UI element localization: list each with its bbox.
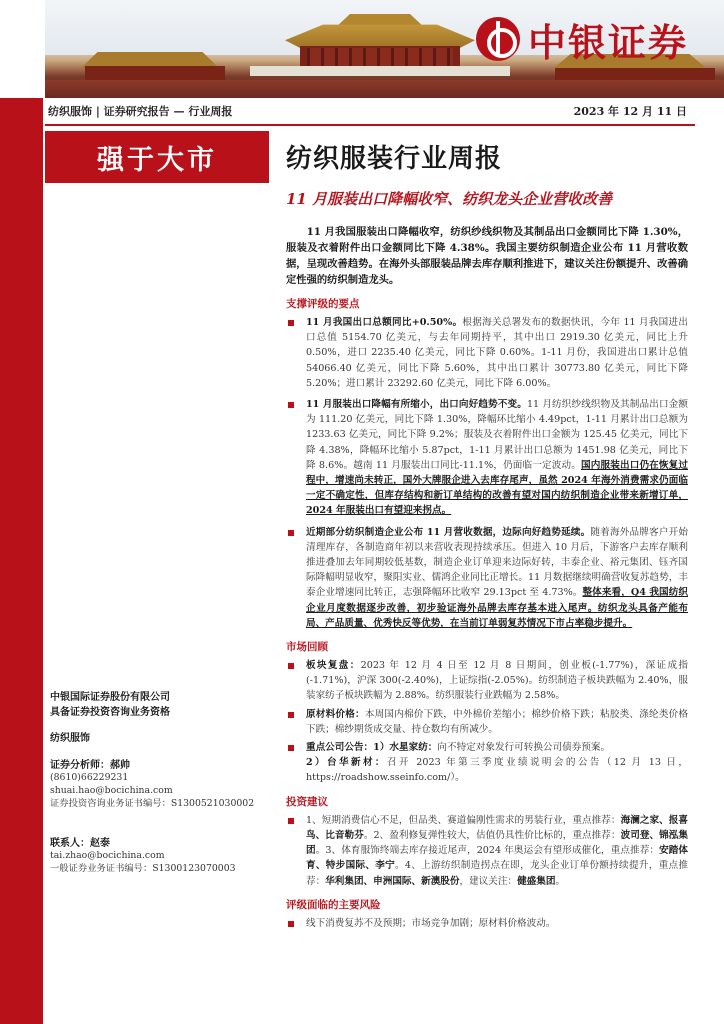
point-emphasis: 国内服装出口仍在恢复过程中，增速尚未转正，国外大牌服企进入去库存尾声，虽然 2024 年海外消费需求仍面临一定不确定性，但库存结构和新订单结构的改善有望对国内纺织制造企业带来新增订单，2024 年服装出口有望迎来拐点。	[306, 459, 688, 517]
risk-text: 线下消费复苏不及预期；市场竞争加剧；原材料价格波动。	[306, 917, 556, 929]
palace-ground	[45, 80, 724, 98]
invest-pick: 波司登、锦泓集团	[306, 829, 689, 857]
summary-paragraph: 11 月我国服装出口降幅收窄，纺织纱线织物及其制品出口金额同比下降 1.30%，服装及衣着附件出口金额同比下降 4.38%。我国主要纺织制造企业公布 11 月营收数据，呈现改善趋势。在海外头部服装品牌去库存顺利推进下，建议关注份额提升、改善确定性强的纺织制造龙头。	[286, 226, 688, 286]
market-text: 2023 年 12 月 4 日至 12 月 8 日期间，创业板(-1.77%)，深证成指(-1.71%)，沪深 300(-2.40%)，上证综指(-2.05%)。纺织制造子板块跌幅为 2.40%，服装家纺子板块跌幅为 2.88%。纺织服装行业跌幅为 2.58%。	[306, 660, 688, 702]
market-text: 向不特定对象发行可转换公司债券预案。	[437, 742, 611, 754]
invest-text: 。3、体育服饰终端去库存接近尾声，2024 年奥运会有望形成催化，重点推荐：	[315, 845, 660, 857]
point-text: 根据海关总署发布的数据快讯，今年 11 月我国进出口总值 5154.70 亿美元，与去年同期持平，其中出口 2919.30 亿美元，同比上升 0.50%，进口 2235.40 亿美元，同比下降 0.60%。1-11 月份，我国进出口累计总值 54066.40 亿美元，同比下降 5.60%，其中出口累计 30773.80 亿美元，同比下降 5.20%；进口累计 23292.60 亿美元，同比下降 6.00%。	[306, 317, 688, 389]
analyst-label: 证券分析师：郝帅	[50, 760, 130, 771]
breadcrumb: 纺织服饰 | 证券研究报告 — 行业周报	[48, 105, 233, 118]
market-text: 本周国内棉价下跌，中外棉价差缩小；棉纱价格下跌；粘胶类、涤纶类价格下跌；棉纱期货成交量、持仓数均有所减少。	[306, 708, 689, 735]
list-item	[286, 740, 688, 786]
list-item	[286, 707, 688, 737]
point-lead: 近期部分纺织制造企业公布 11 月营收数据，边际向好趋势延续。	[306, 526, 591, 538]
market-lead: 原材料价格：	[306, 708, 365, 720]
point-lead: 11 月服装出口降幅有所缩小，出口向好趋势不变。	[306, 399, 527, 411]
point-text: 随着海外品牌客户开始清理库存，各制造商年初以来营收表现持续承压。但进入 10 月后，下游客户去库存顺利推进叠加去年同期较低基数，制造企业订单迎来边际好转，丰泰企业、裕元集团、钰齐国际降幅明显收窄，聚阳实业、儒鸿企业同比正增长。11 月数据继续明确营收复苏趋势，丰泰企业增速同比转正，志强降幅环比收窄 29.13pct 至 4.73%。	[306, 526, 689, 599]
section-heading-market: 市场回顾	[286, 641, 328, 654]
invest-pick: 华利集团、申洲国际、新澳股份	[325, 875, 460, 887]
market-lead: 重点公司公告：1）水星家纺：	[306, 742, 438, 754]
invest-text: 。2、盈利修复弹性较大，估值仍具性价比标的，重点推荐：	[363, 829, 621, 841]
list-item	[286, 658, 688, 704]
contact-cert: 一般证券业务证书编号：S1300123070003	[50, 863, 236, 874]
invest-pick: 安踏体育、特步国际、李宁	[306, 845, 689, 872]
point-text: 11 月纺织纱线织物及其制品出口金额为 111.20 亿美元，同比下降 1.30%，降幅环比缩小 4.49pct，1-11 月累计出口总额为 1233.63 亿美元，同比下降 9.2%；服装及衣着附件出口金额为 125.45 亿美元，同比下降 4.38%，降幅环比缩小 5.87pct，1-11 月累计出口总额为 1451.98 亿美元，同比下降 8.6%。越南 11 月服装出口同比-11.1%，仍面临一定波动。	[306, 399, 688, 471]
left-accent-bar	[0, 98, 43, 1024]
palace-terrace	[250, 66, 510, 76]
report-date: 2023 年 12 月 11 日	[573, 105, 687, 118]
palace-columns	[307, 48, 453, 66]
sidebar-contacts	[50, 690, 280, 875]
brand-logo	[476, 14, 688, 64]
market-text-2: 召开 2023 年第三季度业绩说明会的公告（12 月 13 日，https://roadshow.sseinfo.com/）。	[306, 757, 688, 784]
invest-text: 。4、上游纺织制造拐点在即，龙头企业订单份额持续提升，重点推荐：	[306, 860, 688, 887]
analyst-cert: 证券投资咨询业务证书编号：S1300521030002	[50, 798, 255, 809]
rating-badge: 强于大市	[45, 131, 269, 183]
report-title: 纺织服装行业周报	[286, 144, 503, 174]
list-item	[286, 315, 688, 391]
invest-text: 1、短期消费信心不足，但品类、赛道偏刚性需求的男装行业，重点推荐：	[306, 814, 621, 826]
report-subtitle: 11 月服装出口降幅收窄、纺织龙头企业营收改善	[286, 190, 613, 208]
analyst-email[interactable]: shuai.hao@bocichina.com	[50, 785, 173, 796]
contact-email[interactable]: tai.zhao@bocichina.com	[50, 850, 165, 861]
list-item	[286, 813, 688, 889]
contact-label: 联系人：赵泰	[50, 838, 110, 849]
invest-text: 。	[555, 875, 566, 887]
info-row	[45, 103, 695, 119]
section-heading-invest: 投资建议	[286, 795, 328, 808]
palace-wall-left	[85, 66, 225, 80]
header-divider	[45, 124, 695, 126]
section-heading-risk: 评级面临的主要风险	[286, 898, 381, 911]
section-heading-points: 支撑评级的要点	[286, 298, 360, 310]
main-content	[286, 224, 688, 934]
firm-name: 中银国际证券股份有限公司	[50, 692, 170, 703]
brand-logo-text: 中银证券	[528, 20, 689, 65]
analyst-phone: (8610)66229231	[50, 772, 129, 783]
list-item	[286, 916, 688, 931]
firm-qualification: 具备证券投资咨询业务资格	[50, 707, 170, 718]
point-lead: 11 月我国出口总额同比+0.50%。	[306, 317, 463, 328]
list-item	[286, 525, 688, 631]
invest-text: ，建议关注：	[459, 875, 518, 887]
invest-pick: 健盛集团	[517, 875, 556, 887]
point-emphasis: 整体来看，Q4 我国纺织企业月度数据逐步改善，初步验证海外品牌去库存基本进入尾声。纺织龙头具备产能布局、产品质量、优秀快反等优势，在当前订单弱复苏情况下市占率稳步提升。	[306, 587, 689, 629]
industry-category: 纺织服饰	[50, 733, 90, 744]
invest-pick: 海澜之家、报喜鸟、比音勒芬	[306, 814, 689, 841]
boc-logo-icon	[476, 17, 520, 61]
market-lead: 板块复盘：	[306, 660, 361, 672]
market-lead-2: 2）台华新材：	[306, 757, 387, 769]
list-item	[286, 397, 688, 519]
